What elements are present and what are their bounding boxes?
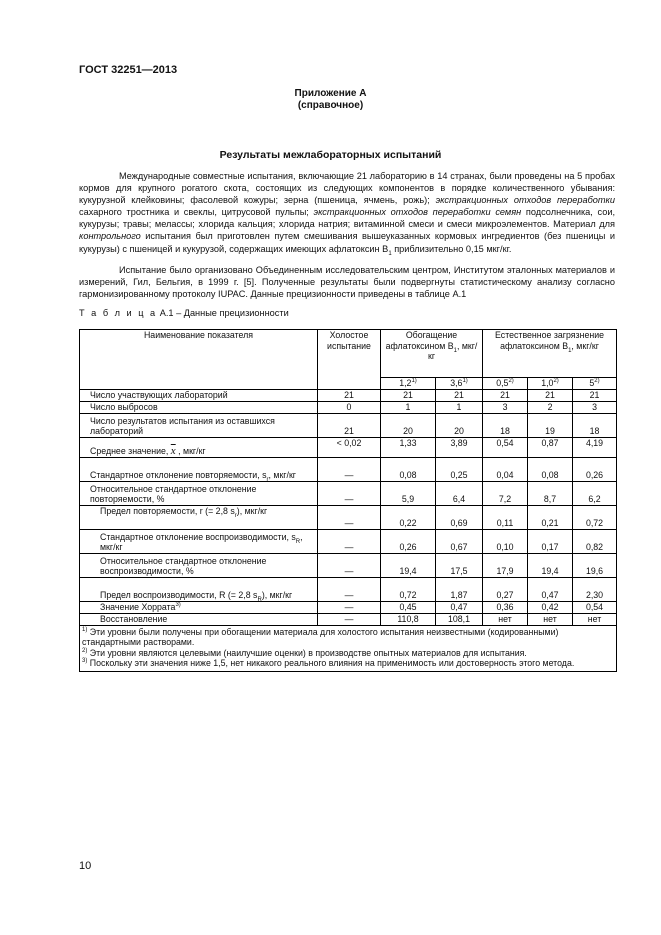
cell: нет (528, 613, 573, 625)
cell: нет (483, 613, 528, 625)
cell: 0,10 (483, 529, 528, 553)
header-blank: Холостое испытание (318, 330, 381, 390)
cell: 3 (573, 401, 617, 413)
table-row (80, 401, 617, 413)
cell: — (318, 553, 381, 577)
level-cell: 5$^{2)}$ (573, 378, 617, 390)
level-cell: 3,6$^{1)}$ (436, 378, 483, 390)
cell: 20 (436, 413, 483, 437)
cell: 18 (573, 413, 617, 437)
table-footnotes-row (80, 625, 617, 671)
table-row (80, 505, 617, 529)
cell: 19,4 (528, 553, 573, 577)
page-number: 10 (79, 860, 92, 872)
header-name: Наименование показателя (80, 330, 318, 390)
cell: 0,17 (528, 529, 573, 553)
cell: 0,72 (573, 505, 617, 529)
table-row (80, 553, 617, 577)
level-cell: 1,2$^{1)}$ (381, 378, 436, 390)
cell: 3,89 (436, 437, 483, 457)
appendix-title: Приложение А (294, 88, 367, 99)
cell: 0,08 (381, 457, 436, 481)
table-footnotes (80, 625, 617, 671)
cell: 1 (381, 401, 436, 413)
cell: 21 (318, 389, 381, 401)
cell: 0,47 (528, 577, 573, 601)
header-natural: Естественное загрязнение афлатоксином $B_1$, мкг/кг (483, 330, 617, 378)
footnote: $^{2)}$ Эти уровни являются целевыми (наилучшие оценки) в производстве опытных материалов для испытания. (82, 647, 527, 658)
cell: 2,30 (573, 577, 617, 601)
cell: 0,87 (528, 437, 573, 457)
table-row (80, 437, 617, 457)
cell: 19,6 (573, 553, 617, 577)
cell: 21 (573, 389, 617, 401)
cell: 21 (381, 389, 436, 401)
cell: 0,27 (483, 577, 528, 601)
cell: 0,45 (381, 601, 436, 613)
cell: 21 (483, 389, 528, 401)
appendix-subtitle: (справочное) (297, 100, 364, 111)
cell: 1,87 (436, 577, 483, 601)
cell: 6,4 (436, 481, 483, 505)
cell: 0,21 (528, 505, 573, 529)
cell: 19,4 (381, 553, 436, 577)
cell: 17,9 (483, 553, 528, 577)
table-row (80, 577, 617, 601)
organization-paragraph: Испытание было организовано Объединенным исследовательским центром, Институтом эталонных материалов и измерений, Гил, Бельгия, в 1999 г. [5]. Полученные результаты были подвергнуты статистическому анализу согласно гармонизированному протоколу IUPAC. Данные прецизионности приведены в таблице А.1 (79, 265, 615, 300)
cell: 110,8 (381, 613, 436, 625)
cell: 0,11 (483, 505, 528, 529)
table-row (80, 613, 617, 625)
footnote: $^{3)}$ Поскольку эти значения ниже 1,5, нет никакого реального влияния на применимость или достоверность этого метода. (82, 658, 575, 668)
cell: 0,54 (483, 437, 528, 457)
cell: 1,33 (381, 437, 436, 457)
cell: 21 (528, 389, 573, 401)
cell: 6,2 (573, 481, 617, 505)
cell: 18 (483, 413, 528, 437)
table-row (80, 601, 617, 613)
cell: — (318, 457, 381, 481)
cell: 5,9 (381, 481, 436, 505)
document-id: ГОСТ 32251—2013 (79, 64, 178, 76)
cell: — (318, 577, 381, 601)
row-label: Среднее значение, $\overline{x}$ , мкг/кг (80, 437, 318, 457)
cell: 0,72 (381, 577, 436, 601)
cell: 3 (483, 401, 528, 413)
cell: 17,5 (436, 553, 483, 577)
row-label: Число результатов испытания из оставшихся лабораторий (80, 413, 318, 437)
cell: 0,67 (436, 529, 483, 553)
cell: — (318, 601, 381, 613)
intro-paragraph: Международные совместные испытания, включающие 21 лабораторию в 14 странах, были проведены на 5 пробах кормов для крупного рогатого скота, состоящих из следующих компонентов в порядке количественного убывания: кукурузной клейковины; фасолевой кожуры; зерна (пшеница, ячмень, рожь); экстракционных отходов переработки сахарного тростника и свеклы, цитрусовой пульпы; экстракционных отходов переработки семян подсолнечника, сои, кукурузы; травы; мелассы; хлорида кальция; хлорида натрия; витаминной смеси и смеси микроэлементов. Материал для контрольного испытания был приготовлен путем смешивания вышеуказанных кормовых ингредиентов (без пшеницы и кукурузы) с пшеницей и кукурузой, содержащих имеющих афлатоксин $B_1$ приблизительно 0,15 мкг/кг. (79, 171, 616, 257)
level-cell: 0,5$^{2)}$ (483, 378, 528, 390)
cell: 8,7 (528, 481, 573, 505)
cell: 0,08 (528, 457, 573, 481)
table-row (80, 457, 617, 481)
cell: 0,04 (483, 457, 528, 481)
cell: 19 (528, 413, 573, 437)
row-label: Относительное стандартное отклонение повторяемости, % (80, 481, 318, 505)
cell: — (318, 529, 381, 553)
cell: 21 (318, 413, 381, 437)
cell: 7,2 (483, 481, 528, 505)
row-label: Число участвующих лабораторий (80, 389, 318, 401)
cell: 0,42 (528, 601, 573, 613)
cell: 1 (436, 401, 483, 413)
cell: 0,69 (436, 505, 483, 529)
table-row (80, 529, 617, 553)
cell: < 0,02 (318, 437, 381, 457)
row-label: Значение Хоррата$^{3)}$ (80, 601, 318, 613)
section-title: Результаты межлабораторных испытаний (219, 149, 442, 161)
table-row (80, 413, 617, 437)
cell: 0 (318, 401, 381, 413)
precision-table (79, 329, 617, 672)
cell: — (318, 481, 381, 505)
cell: 108,1 (436, 613, 483, 625)
row-label: Относительное стандартное отклонение воспроизводимости, % (80, 553, 318, 577)
cell: 20 (381, 413, 436, 437)
cell: 0,47 (436, 601, 483, 613)
cell: 0,26 (573, 457, 617, 481)
row-label: Число выбросов (80, 401, 318, 413)
table-header-row (80, 330, 617, 378)
cell: нет (573, 613, 617, 625)
table-row (80, 389, 617, 401)
cell: 0,26 (381, 529, 436, 553)
row-label: Предел воспроизводимости, R (= 2,8 $s_R$), мкг/кг (80, 577, 318, 601)
cell: 0,82 (573, 529, 617, 553)
row-label: Предел повторяемости, r (= 2,8 $s_r$), мкг/кг (80, 505, 318, 529)
level-cell: 1,0$^{2)}$ (528, 378, 573, 390)
header-spike: Обогащение афлатоксином $B_1$, мкг/кг (381, 330, 483, 378)
table-caption: Т а б л и ц а А.1 – Данные прецизионности (79, 308, 289, 318)
cell: — (318, 505, 381, 529)
cell: 0,25 (436, 457, 483, 481)
cell: 0,36 (483, 601, 528, 613)
row-label: Восстановление (80, 613, 318, 625)
cell: 0,54 (573, 601, 617, 613)
cell: 21 (436, 389, 483, 401)
footnote: $^{1)}$ Эти уровни были получены при обогащении материала для холостого испытания неизвестными (кодированными) стандартными растворами. (82, 626, 559, 647)
cell: 0,22 (381, 505, 436, 529)
cell: — (318, 613, 381, 625)
cell: 4,19 (573, 437, 617, 457)
cell: 2 (528, 401, 573, 413)
table-row (80, 481, 617, 505)
row-label: Стандартное отклонение повторяемости, $s_r$, мкг/кг (80, 457, 318, 481)
row-label: Стандартное отклонение воспроизводимости, $s_R$, мкг/кг (80, 529, 318, 553)
